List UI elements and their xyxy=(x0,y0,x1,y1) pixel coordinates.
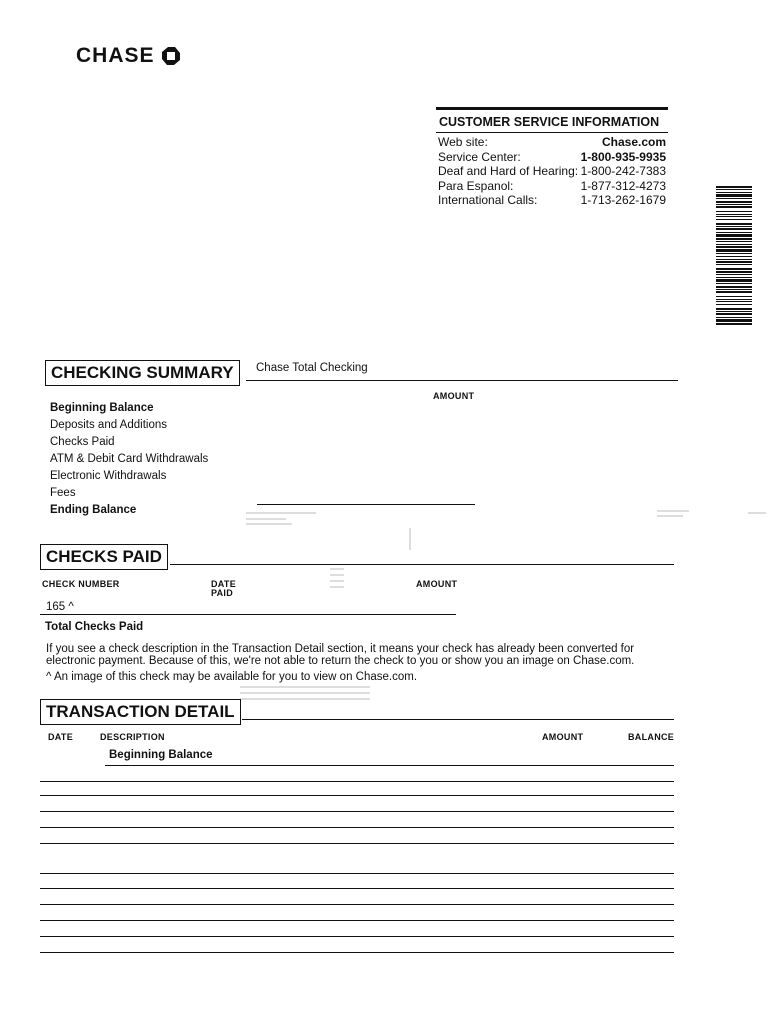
divider xyxy=(40,614,456,615)
barcode-stripe xyxy=(716,299,752,300)
customer-service-value: 1-800-242-7383 xyxy=(580,164,666,178)
barcode-stripe xyxy=(716,219,752,220)
barcode-stripe xyxy=(716,214,752,215)
barcode-stripe xyxy=(716,274,752,275)
customer-service-value: 1-800-935-9935 xyxy=(580,149,666,164)
customer-service-title: CUSTOMER SERVICE INFORMATION xyxy=(439,115,660,129)
faint-artifact xyxy=(246,512,316,514)
customer-service-label: Service Center: xyxy=(438,149,521,164)
barcode-stripe xyxy=(716,249,752,252)
check-note-line1: If you see a check description in the Transaction Detail section, it means your check has already been converted for xyxy=(46,643,635,655)
barcode-stripe xyxy=(716,234,752,237)
barcode-stripe xyxy=(716,279,752,282)
table-row-divider xyxy=(40,936,674,937)
summary-item: Checks Paid xyxy=(50,436,115,448)
faint-artifact xyxy=(334,486,394,491)
customer-service-rows xyxy=(436,133,668,208)
summary-items xyxy=(50,400,208,519)
customer-service-label: Deaf and Hard of Hearing: xyxy=(438,164,579,178)
barcode-stripe xyxy=(716,216,752,217)
barcode-stripe xyxy=(716,198,752,199)
table-row-divider xyxy=(40,781,674,782)
checks-paid-title: CHECKS PAID xyxy=(40,544,168,570)
customer-service-panel xyxy=(436,107,668,208)
barcode-stripe xyxy=(716,313,752,315)
barcode-stripe xyxy=(716,323,752,325)
summary-item: Ending Balance xyxy=(50,504,137,516)
barcode-stripe xyxy=(716,244,752,245)
check-note-line3: ^ An image of this check may be available for you to view on Chase.com. xyxy=(46,671,418,683)
customer-service-row xyxy=(436,193,668,208)
faint-artifact xyxy=(330,586,344,588)
checks-amount-header: AMOUNT xyxy=(416,579,458,589)
transaction-date-header: DATE xyxy=(48,732,74,742)
check-note-line2: electronic payment. Because of this, we're not able to return the check to you or show you an image on Chase.com. xyxy=(46,655,635,667)
table-row-divider xyxy=(40,843,674,844)
customer-service-row xyxy=(436,135,668,150)
table-row-divider xyxy=(40,888,674,889)
barcode-stripe xyxy=(716,246,752,248)
faint-artifact xyxy=(240,698,370,700)
customer-service-label: Web site: xyxy=(438,135,488,149)
check-number-header: CHECK NUMBER xyxy=(42,579,120,589)
barcode-stripe xyxy=(716,238,752,240)
barcode-stripe xyxy=(716,283,752,284)
barcode-stripe xyxy=(716,291,752,293)
transaction-detail-title: TRANSACTION DETAIL xyxy=(40,699,241,725)
barcode-stripe xyxy=(716,241,752,242)
barcode-stripe xyxy=(716,211,752,212)
barcode-stripe xyxy=(716,186,752,188)
faint-artifact xyxy=(246,523,292,525)
divider xyxy=(257,504,475,505)
divider xyxy=(105,765,674,766)
chase-logo xyxy=(76,44,181,68)
faint-artifact xyxy=(330,574,344,576)
divider xyxy=(246,380,678,381)
faint-artifact xyxy=(240,692,370,694)
barcode-stripe xyxy=(716,253,752,254)
barcode-stripe xyxy=(716,261,752,263)
table-row-divider xyxy=(40,795,674,796)
barcode-stripe xyxy=(716,189,752,190)
barcode-stripe xyxy=(716,277,752,278)
barcode-stripe xyxy=(716,271,752,273)
barcode-stripe xyxy=(716,259,752,260)
barcode-stripe xyxy=(716,206,752,208)
chase-octagon-icon xyxy=(161,46,181,66)
customer-service-row xyxy=(436,164,668,179)
faint-artifact xyxy=(657,515,683,517)
customer-service-row xyxy=(436,179,668,194)
barcode-stripe xyxy=(716,192,752,193)
summary-item: ATM & Debit Card Withdrawals xyxy=(50,453,209,465)
table-row-divider xyxy=(40,827,674,828)
faint-artifact xyxy=(330,580,344,582)
barcode-stripe xyxy=(716,201,752,203)
faint-artifact xyxy=(409,528,411,550)
customer-service-value: 1-877-312-4273 xyxy=(580,178,666,193)
beginning-balance-row: Beginning Balance xyxy=(109,749,213,761)
barcode-stripe xyxy=(716,308,752,310)
faint-artifact xyxy=(246,518,286,520)
checking-summary-title: CHECKING SUMMARY xyxy=(45,360,240,386)
barcode-stripe xyxy=(716,223,752,225)
barcode-stripe xyxy=(716,304,752,305)
barcode-stripe xyxy=(716,228,752,230)
customer-service-value: 1-713-262-1679 xyxy=(580,193,666,207)
barcode-stripe xyxy=(716,226,752,227)
barcode-stripe xyxy=(716,319,752,322)
summary-item: Fees xyxy=(50,487,76,499)
table-row-divider xyxy=(40,873,674,874)
summary-item: Electronic Withdrawals xyxy=(50,470,167,482)
customer-service-label: Para Espanol: xyxy=(438,178,514,193)
check-entry: 165 ^ xyxy=(46,601,74,613)
customer-service-row xyxy=(436,150,668,165)
divider xyxy=(242,719,674,720)
summary-item: Beginning Balance xyxy=(50,402,154,414)
date-header: DATE xyxy=(211,579,237,589)
barcode-stripe xyxy=(716,264,752,265)
account-type: Chase Total Checking xyxy=(256,362,368,374)
barcode-stripe xyxy=(716,301,752,302)
barcode-stripe xyxy=(716,268,752,270)
summary-amount-header: AMOUNT xyxy=(433,391,475,401)
table-row-divider xyxy=(40,920,674,921)
barcode-stripe xyxy=(716,286,752,288)
divider xyxy=(170,564,674,565)
customer-service-value: Chase.com xyxy=(601,135,666,149)
table-row-divider xyxy=(40,904,674,905)
transaction-amount-header: AMOUNT xyxy=(542,732,584,742)
total-checks-paid-label: Total Checks Paid xyxy=(45,621,144,633)
barcode-stripe xyxy=(716,289,752,290)
barcode-stripe xyxy=(716,256,752,257)
barcode-stripe xyxy=(716,194,752,197)
barcode-stripe xyxy=(716,311,752,312)
faint-artifact xyxy=(330,568,344,570)
logo-text: CHASE xyxy=(76,44,155,67)
table-row-divider xyxy=(40,952,674,953)
barcode-stripe xyxy=(716,296,752,297)
faint-artifact xyxy=(657,510,689,512)
faint-artifact xyxy=(748,512,766,514)
barcode-image xyxy=(716,186,752,326)
summary-item: Deposits and Additions xyxy=(50,419,167,431)
barcode-stripe xyxy=(716,317,752,318)
customer-service-label: International Calls: xyxy=(438,193,538,207)
faint-artifact xyxy=(240,686,370,688)
paid-header: PAID xyxy=(211,588,234,598)
transaction-description-header: DESCRIPTION xyxy=(100,732,165,742)
table-row-divider xyxy=(40,811,674,812)
transaction-balance-header: BALANCE xyxy=(628,732,675,742)
barcode-stripe xyxy=(716,232,752,233)
barcode-stripe xyxy=(716,204,752,205)
